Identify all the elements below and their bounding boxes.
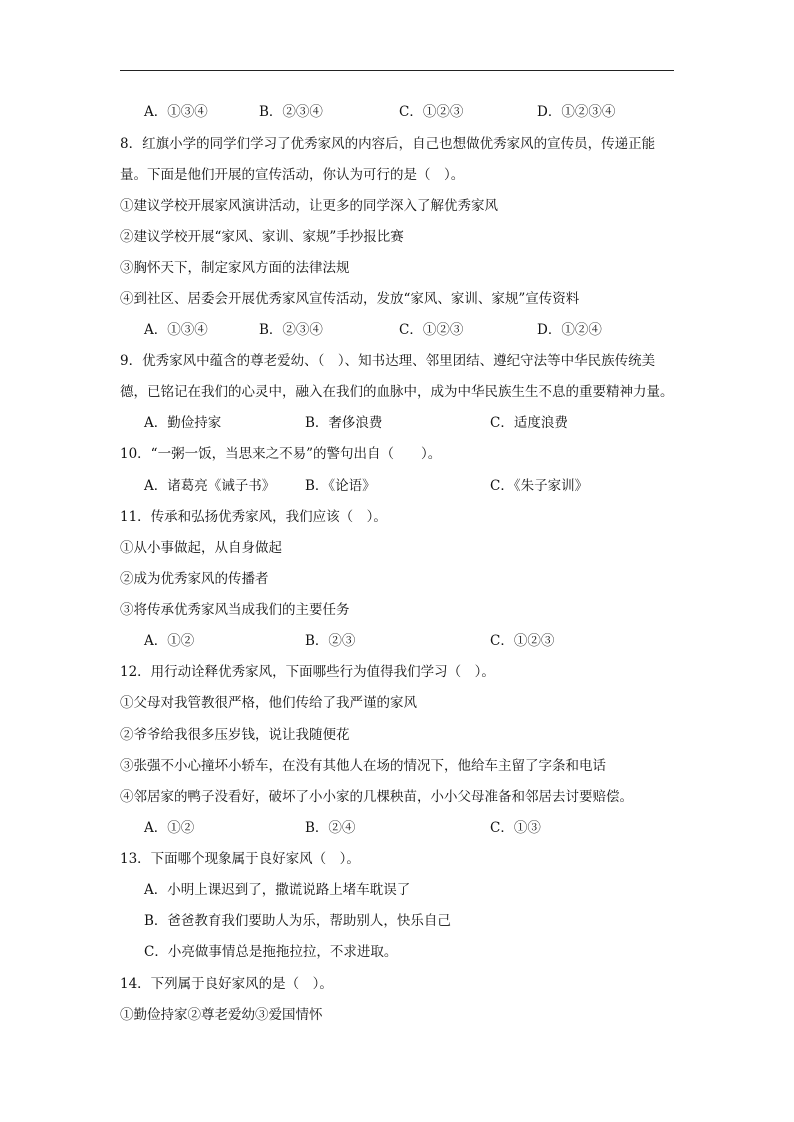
answer-option: C．①②③ [490, 633, 555, 649]
option-row [0, 103, 794, 121]
text-line: B．爸爸教育我们要助人为乐，帮助别人，快乐自己 [144, 913, 451, 929]
text-line: ④到社区、居委会开展优秀家风宣传活动，发放“家风、家训、家规”宣传资料 [120, 291, 580, 307]
answer-option: A．①② [144, 633, 195, 649]
header-rule [120, 70, 674, 71]
option-row [0, 321, 794, 339]
answer-option: A．①③④ [144, 104, 208, 120]
text-line: ①勤俭持家②尊老爱幼③爱国情怀 [120, 1007, 323, 1023]
text-line: 11．传承和弘扬优秀家风，我们应该（ ）。 [120, 509, 387, 525]
text-line: ③将传承优秀家风当成我们的主要任务 [120, 602, 350, 618]
text-line: 德，已铭记在我们的心灵中，融入在我们的血脉中，成为中华民族生生不息的重要精神力量。 [120, 384, 674, 400]
answer-option: C．《朱子家训》 [490, 478, 589, 494]
answer-option: A．①② [144, 820, 195, 836]
answer-option: C．①②③ [399, 322, 464, 338]
answer-option: C．①③ [490, 820, 541, 836]
option-row [0, 477, 794, 495]
text-line: ②爷爷给我很多压岁钱，说让我随便花 [120, 727, 350, 743]
text-line: ③张强不小心撞坏小轿车，在没有其他人在场的情况下，他给车主留了字条和电话 [120, 758, 606, 774]
text-line: ①从小事做起，从自身做起 [120, 540, 282, 556]
answer-option: B．②③④ [259, 322, 323, 338]
text-line: 8．红旗小学的同学们学习了优秀家风的内容后，自己也想做优秀家风的宣传员，传递正能 [120, 136, 656, 152]
text-line: ④邻居家的鸭子没看好，破坏了小小家的几棵秧苗，小小父母准备和邻居去讨要赔偿。 [120, 789, 633, 805]
text-line: 14．下列属于良好家风的是（ ）。 [120, 976, 333, 992]
text-line: ①父母对我管教很严格，他们传给了我严谨的家风 [120, 695, 417, 711]
text-line: ①建议学校开展家风演讲活动，让更多的同学深入了解优秀家风 [120, 198, 498, 214]
answer-option: B．②④ [305, 820, 356, 836]
text-line: A．小明上课迟到了，撒谎说路上堵车耽误了 [144, 882, 411, 898]
option-row [0, 819, 794, 837]
answer-option: D．①②③④ [537, 104, 616, 120]
answer-option: C．①②③ [399, 104, 464, 120]
option-row [0, 414, 794, 432]
answer-option: D．①②④ [537, 322, 602, 338]
answer-option: A．勤俭持家 [144, 415, 222, 431]
answer-option: A．诸葛亮《诫子书》 [144, 478, 276, 494]
answer-option: B．②③④ [259, 104, 323, 120]
answer-option: A．①③④ [144, 322, 208, 338]
text-line: ②成为优秀家风的传播者 [120, 571, 269, 587]
option-row [0, 632, 794, 650]
text-line: 量。下面是他们开展的宣传活动，你认为可行的是（ ）。 [120, 167, 465, 183]
answer-option: B．②③ [305, 633, 356, 649]
text-line: 9．优秀家风中蕴含的尊老爱幼、（ ）、知书达理、邻里团结、遵纪守法等中华民族传统美 [120, 353, 656, 369]
text-line: ③胸怀天下，制定家风方面的法律法规 [120, 260, 350, 276]
text-line: C．小亮做事情总是拖拖拉拉，不求进取。 [144, 944, 398, 960]
text-line: ②建议学校开展“家风、家训、家规”手抄报比赛 [120, 229, 404, 245]
text-line: 10．“一粥一饭，当思来之不易”的警句出自（ ）。 [120, 446, 442, 462]
answer-option: C．适度浪费 [490, 415, 568, 431]
text-line: 12．用行动诠释优秀家风，下面哪些行为值得我们学习（ ）。 [120, 664, 495, 680]
text-line: 13．下面哪个现象属于良好家风（ ）。 [120, 851, 360, 867]
answer-option: B．《论语》 [305, 478, 376, 494]
answer-option: B．奢侈浪费 [305, 415, 383, 431]
